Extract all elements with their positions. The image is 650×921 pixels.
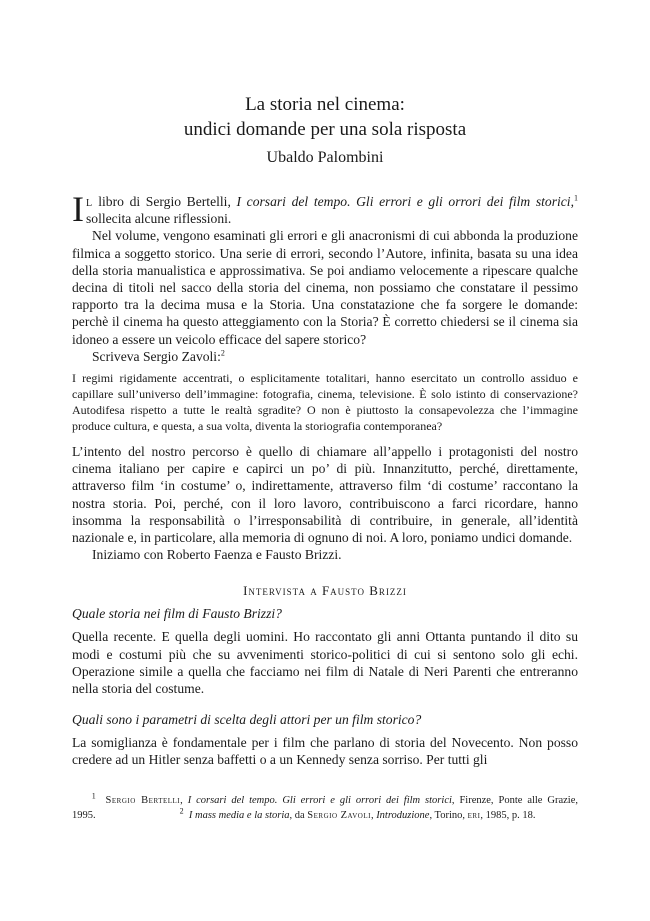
footnotes [72,791,578,823]
footnote-ref-1[interactable]: 1 [574,193,578,203]
intro-paragraph [72,189,578,229]
intro-lead: l [86,194,93,209]
intro-book-title: I corsari del tempo. Gli errori e gli orrori dei film storici [236,194,571,209]
footnotes-text [72,791,578,823]
question-2: Quali sono i parametri di scelta degli attori per un film storico? [72,712,422,728]
drop-cap: I [72,189,84,229]
footnote-2-end: , 1985, p. 18. [480,809,536,821]
article-author: Ubaldo Palombini [266,149,384,166]
footnote-2-author: Sergio Zavoli [307,809,371,821]
footnote-1-author: Sergio Bertelli [105,795,181,806]
footnote-2-sep: , [370,809,377,821]
paragraph-4: L’intento del nostro percorso è quello di chiamare all’appello i protagonisti del nostro cinema italiano per capire e capirci un po’ di più. Innanzitutto, perché, direttamente, attraverso film ‘in costume’ o, indirettamente, attraverso film ‘di costume’ raccontano la nostra storia. Poi, perché, con il loro lavoro, contribuiscono a farci ricordare, hanno insomma la responsabilità o l’irresponsabilità di contribuire, in generale, all’identità nazionale e, in particolare, alla memoria di ognuno di noi. A loro, poniamo undici domande. [72,444,578,546]
section-heading: Intervista a Fausto Brizzi [243,583,407,599]
intro-text-b: , [570,194,574,209]
footnote-1-mark: 1 [91,791,96,801]
footnote-1-sep: , [180,795,188,806]
article [72,92,578,769]
title-line-2: undici domande per una sola risposta [183,119,467,140]
block-quote: I regimi rigidamente accentrati, o esplicitamente totalitari, hanno esercitato un controllo assiduo e capillare sull’universo dell’immagine: fotografia, cinema, televisione. È solo istinto di conservazione? Autodifesa rispetto a tutte le realtà sgradite? O non è piuttosto la consapevolezza che l’immagine produce cultura, e questa, a sua volta, diventa la storiografia contemporanea? [72,371,578,434]
article-title [72,92,578,142]
footnote-1-title: I corsari del tempo. Gli errori e gli orrori dei film storici [187,795,452,806]
paragraph-3 [72,348,578,365]
answer-1: Quella recente. E quella degli uomini. Ho raccontato gli anni Ottanta puntando il dito su modi e costumi più che su avvenimenti storico-politici di cui si sentono solo gli echi. Operazione simile a quella che facciamo nei film di Natale di Neri Parenti che entreranno nella storia del costume. [72,629,578,697]
footnote-2-title: I mass media e la storia [188,809,290,821]
paragraph-3-text: Scriveva Sergio Zavoli: [92,348,221,364]
footnote-ref-2[interactable]: 2 [220,348,225,358]
footnote-2-mid: , da [289,809,308,821]
question-1: Quale storia nei film di Fausto Brizzi? [72,606,282,622]
answer-2: La somiglianza è fondamentale per i film che parlano di storia del Novecento. Non posso credere ad un Hitler senza baffetti o a un Kennedy senza sorriso. Per tutti gli [72,735,578,768]
footnote-2-mark: 2 [179,806,184,815]
intro-text-a: libro di Sergio Bertelli, [92,194,237,209]
title-line-1: La storia nel cinema: [245,94,405,115]
footnote-2-rest: , Torino, [429,809,468,821]
paragraph-2: Nel volume, vengono esaminati gli errori e gli anacronismi di cui abbonda la produzione filmica a soggetto storico. Una serie di errori, secondo l’Autore, infinita, basata su una idea della storia manualistica e approssimativa. Se poi andiamo velocemente a ripescare qualche decina di titoli nel sacco della storia del cinema, non possiamo che constatare il pessimo rapporto tra la decima musa e la Storia. Una constatazione che fa sorgere le domande: perchè il cinema ha questo atteggiamento con la Storia? È corretto chiedersi se il cinema sia idoneo a essere un veicolo efficace del sapere storico? [72,228,578,347]
footnote-2-work: Introduzione [376,809,430,821]
intro-text-c: sollecita alcune riflessioni. [86,211,232,227]
footnote-2-publisher: eri [467,809,481,821]
paragraph-5: Iniziamo con Roberto Faenza e Fausto Brizzi. [92,547,342,563]
footnote-1-rest: , Firenze, Ponte alle Grazie, 1995. [72,795,578,821]
